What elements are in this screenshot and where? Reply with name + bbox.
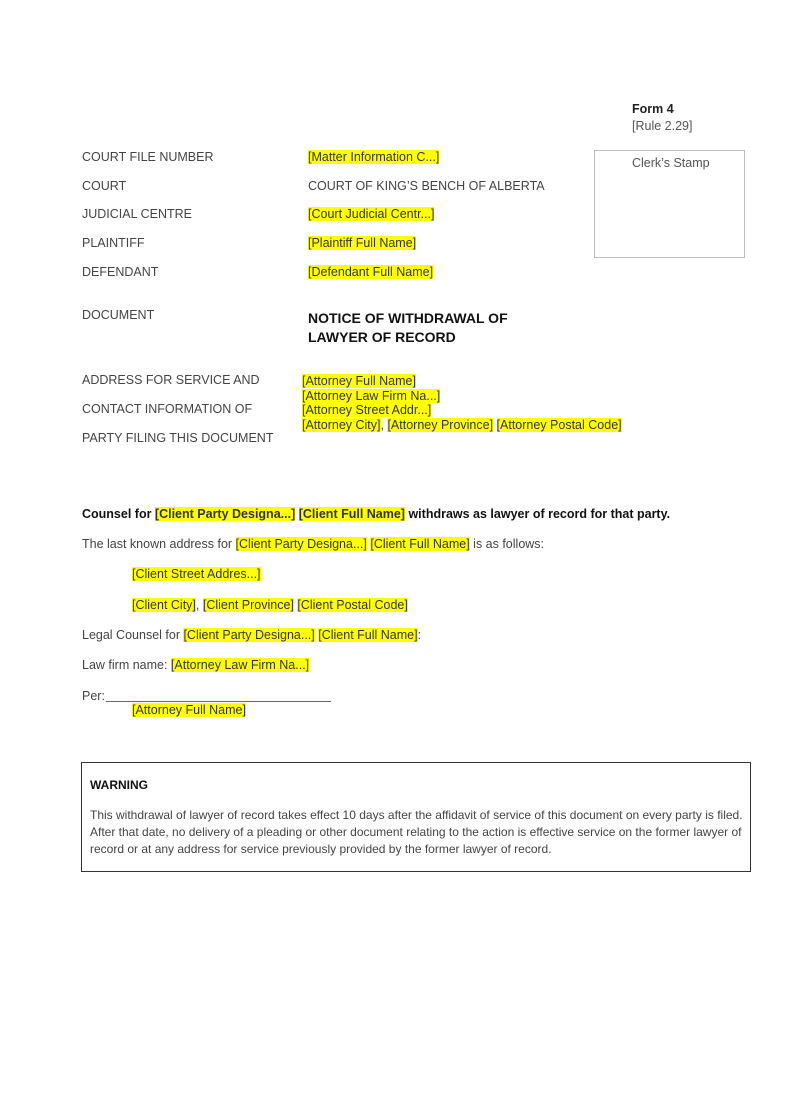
last-known-suffix: is as follows: bbox=[469, 537, 545, 551]
clerk-stamp-label: Clerk’s Stamp bbox=[632, 156, 710, 170]
judicial-centre-label: JUDICIAL CENTRE bbox=[82, 207, 192, 221]
client-full-name-field[interactable]: [Client Full Name] bbox=[298, 507, 405, 521]
court-value: COURT OF KING’S BENCH OF ALBERTA bbox=[308, 179, 545, 193]
plaintiff-field[interactable]: [Plaintiff Full Name] bbox=[308, 236, 417, 250]
court-label: COURT bbox=[82, 179, 127, 193]
form-number: Form 4 bbox=[632, 102, 674, 116]
address-label-line-3: PARTY FILING THIS DOCUMENT bbox=[82, 431, 274, 445]
client-full-name-field-2[interactable]: [Client Full Name] bbox=[370, 537, 470, 551]
client-postal-code-field[interactable]: [Client Postal Code] bbox=[297, 598, 408, 612]
last-known-address-statement bbox=[82, 537, 544, 551]
attorney-law-firm-field[interactable]: [Attorney Law Firm Na...] bbox=[302, 388, 441, 403]
counsel-withdrawal-statement bbox=[82, 507, 670, 521]
address-label-line-1: ADDRESS FOR SERVICE AND bbox=[82, 373, 260, 387]
attorney-street-field[interactable]: [Attorney Street Addr...] bbox=[302, 403, 432, 417]
client-party-designation-field-2[interactable]: [Client Party Designa...] bbox=[235, 537, 367, 551]
client-full-name-field-3[interactable]: [Client Full Name] bbox=[318, 628, 418, 642]
clerk-stamp-box bbox=[594, 150, 745, 258]
client-city-line: [Client City], [Client Province] [Client Postal Code] bbox=[132, 598, 408, 612]
document-title-line-1: NOTICE OF WITHDRAWAL OF bbox=[308, 310, 508, 326]
client-street-field[interactable]: [Client Street Addres...] bbox=[132, 567, 261, 581]
defendant-label: DEFENDANT bbox=[82, 265, 159, 279]
legal-counsel-prefix: Legal Counsel for bbox=[82, 628, 184, 642]
legal-counsel-suffix: : bbox=[417, 628, 422, 642]
address-label-line-2: CONTACT INFORMATION OF bbox=[82, 402, 253, 416]
document-label: DOCUMENT bbox=[82, 308, 155, 322]
court-file-number-field[interactable]: [Matter Information C...] bbox=[308, 150, 440, 164]
form-rule: [Rule 2.29] bbox=[632, 119, 693, 133]
warning-title: WARNING bbox=[90, 778, 148, 792]
client-city-field[interactable]: [Client City] bbox=[132, 598, 196, 612]
attorney-full-name-field[interactable]: [Attorney Full Name] bbox=[302, 374, 416, 388]
law-firm-name-field[interactable]: [Attorney Law Firm Na...] bbox=[170, 658, 310, 672]
law-firm-label: Law firm name: bbox=[82, 658, 171, 672]
attorney-province-field[interactable]: [Attorney Province] bbox=[387, 417, 494, 432]
comma-separator: , bbox=[380, 417, 388, 432]
court-file-number-label: COURT FILE NUMBER bbox=[82, 150, 214, 164]
document-title-line-2: LAWYER OF RECORD bbox=[308, 329, 456, 345]
per-label: Per: bbox=[82, 689, 105, 703]
warning-text: This withdrawal of lawyer of record takes effect 10 days after the affidavit of service of this document on every party is filed. After that date, no delivery of a pleading or other document relating to the action is effective service on the former lawyer of record or at any address for service previously provided by the former lawyer of record. bbox=[90, 808, 743, 856]
client-party-designation-field[interactable]: [Client Party Designa...] bbox=[154, 507, 296, 521]
attorney-city-field[interactable]: [Attorney City] bbox=[302, 417, 381, 432]
last-known-prefix: The last known address for bbox=[82, 537, 236, 551]
document-title bbox=[308, 309, 508, 347]
warning-box bbox=[81, 762, 751, 872]
judicial-centre-field[interactable]: [Court Judicial Centr...] bbox=[308, 207, 435, 221]
attorney-address-block bbox=[302, 374, 622, 432]
plaintiff-label: PLAINTIFF bbox=[82, 236, 145, 250]
signature-line[interactable] bbox=[106, 701, 331, 702]
counsel-prefix: Counsel for bbox=[82, 507, 155, 521]
law-firm-statement bbox=[82, 658, 309, 672]
client-province-field[interactable]: [Client Province] bbox=[202, 598, 294, 612]
legal-counsel-statement bbox=[82, 628, 421, 642]
signer-name-field[interactable]: [Attorney Full Name] bbox=[132, 703, 246, 717]
defendant-field[interactable]: [Defendant Full Name] bbox=[308, 265, 434, 279]
client-party-designation-field-3[interactable]: [Client Party Designa...] bbox=[183, 628, 315, 642]
attorney-postal-code-field[interactable]: [Attorney Postal Code] bbox=[496, 417, 622, 432]
counsel-suffix: withdraws as lawyer of record for that party. bbox=[404, 507, 671, 521]
